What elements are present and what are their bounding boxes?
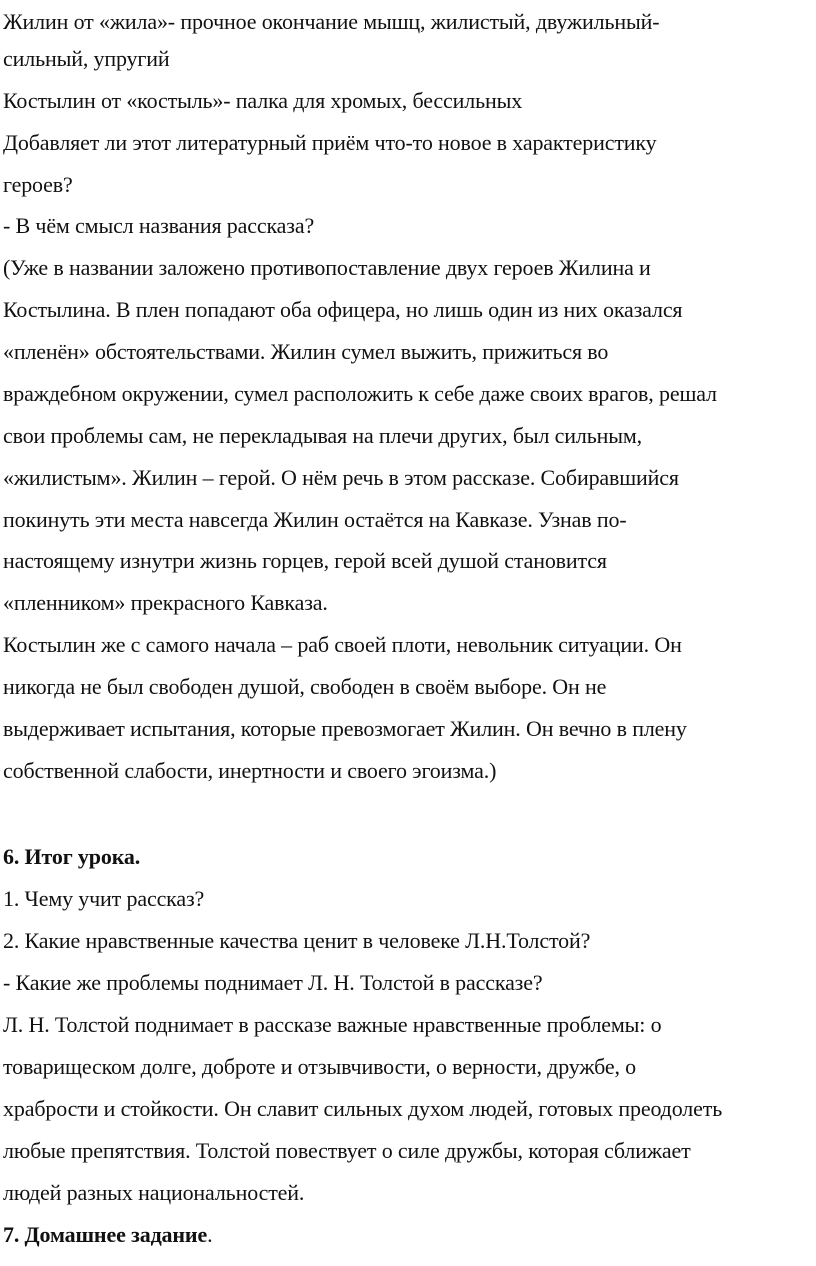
section-heading-line <box>3 1222 212 1248</box>
heading-period: . <box>207 1222 213 1247</box>
text-line: «пленником» прекрасного Кавказа. <box>3 590 328 615</box>
text-line: Л. Н. Толстой поднимает в рассказе важные нравственные проблемы: о <box>3 1012 662 1037</box>
text-line: настоящему изнутри жизнь горцев, герой всей душой становится <box>3 548 607 573</box>
text-line: любые препятствия. Толстой повествует о силе дружбы, которая сближает <box>3 1138 691 1163</box>
text-line: Костылин от «костыль»- палка для хромых, бессильных <box>3 88 523 113</box>
text-line: выдерживает испытания, которые превозмогает Жилин. Он вечно в плену <box>3 716 687 741</box>
text-line: Жилин от «жила»- прочное окончание мышц, жилистый, двужильный- <box>3 9 660 34</box>
text-line: сильный, упругий <box>3 46 170 71</box>
text-line: товарищеском долге, доброте и отзывчивости, о верности, дружбе, о <box>3 1054 637 1079</box>
text-line: «жилистым». Жилин – герой. О нём речь в этом рассказе. Собиравшийся <box>3 465 679 490</box>
text-line: «пленён» обстоятельствами. Жилин сумел выжить, прижиться во <box>3 339 609 364</box>
text-line: свои проблемы сам, не перекладывая на плечи других, был сильным, <box>3 423 643 448</box>
text-line: Костылина. В плен попадают оба офицера, но лишь один из них оказался <box>3 297 683 322</box>
section-heading: 6. Итог урока. <box>3 844 141 869</box>
text-line: 1. Чему учит рассказ? <box>3 886 205 911</box>
text-line: Добавляет ли этот литературный приём что-то новое в характеристику <box>3 130 657 155</box>
text-line: собственной слабости, инертности и своего эгоизма.) <box>3 758 497 783</box>
text-line: - Какие же проблемы поднимает Л. Н. Толстой в рассказе? <box>3 970 543 995</box>
text-line: 2. Какие нравственные качества ценит в человеке Л.Н.Толстой? <box>3 928 591 953</box>
section-heading: 7. Домашнее задание <box>3 1222 208 1247</box>
text-line: (Уже в названии заложено противопоставление двух героев Жилина и <box>3 255 651 280</box>
text-line: - В чём смысл названия рассказа? <box>3 213 315 238</box>
text-line: героев? <box>3 172 73 197</box>
text-line: людей разных национальностей. <box>3 1180 305 1205</box>
text-line: покинуть эти места навсегда Жилин остаётся на Кавказе. Узнав по- <box>3 507 627 532</box>
text-line: враждебном окружении, сумел расположить к себе даже своих врагов, решал <box>3 381 717 406</box>
text-line: никогда не был свободен душой, свободен в своём выборе. Он не <box>3 674 607 699</box>
text-line: Костылин же с самого начала – раб своей плоти, невольник ситуации. Он <box>3 632 682 657</box>
text-line: храбрости и стойкости. Он славит сильных духом людей, готовых преодолеть <box>3 1096 723 1121</box>
